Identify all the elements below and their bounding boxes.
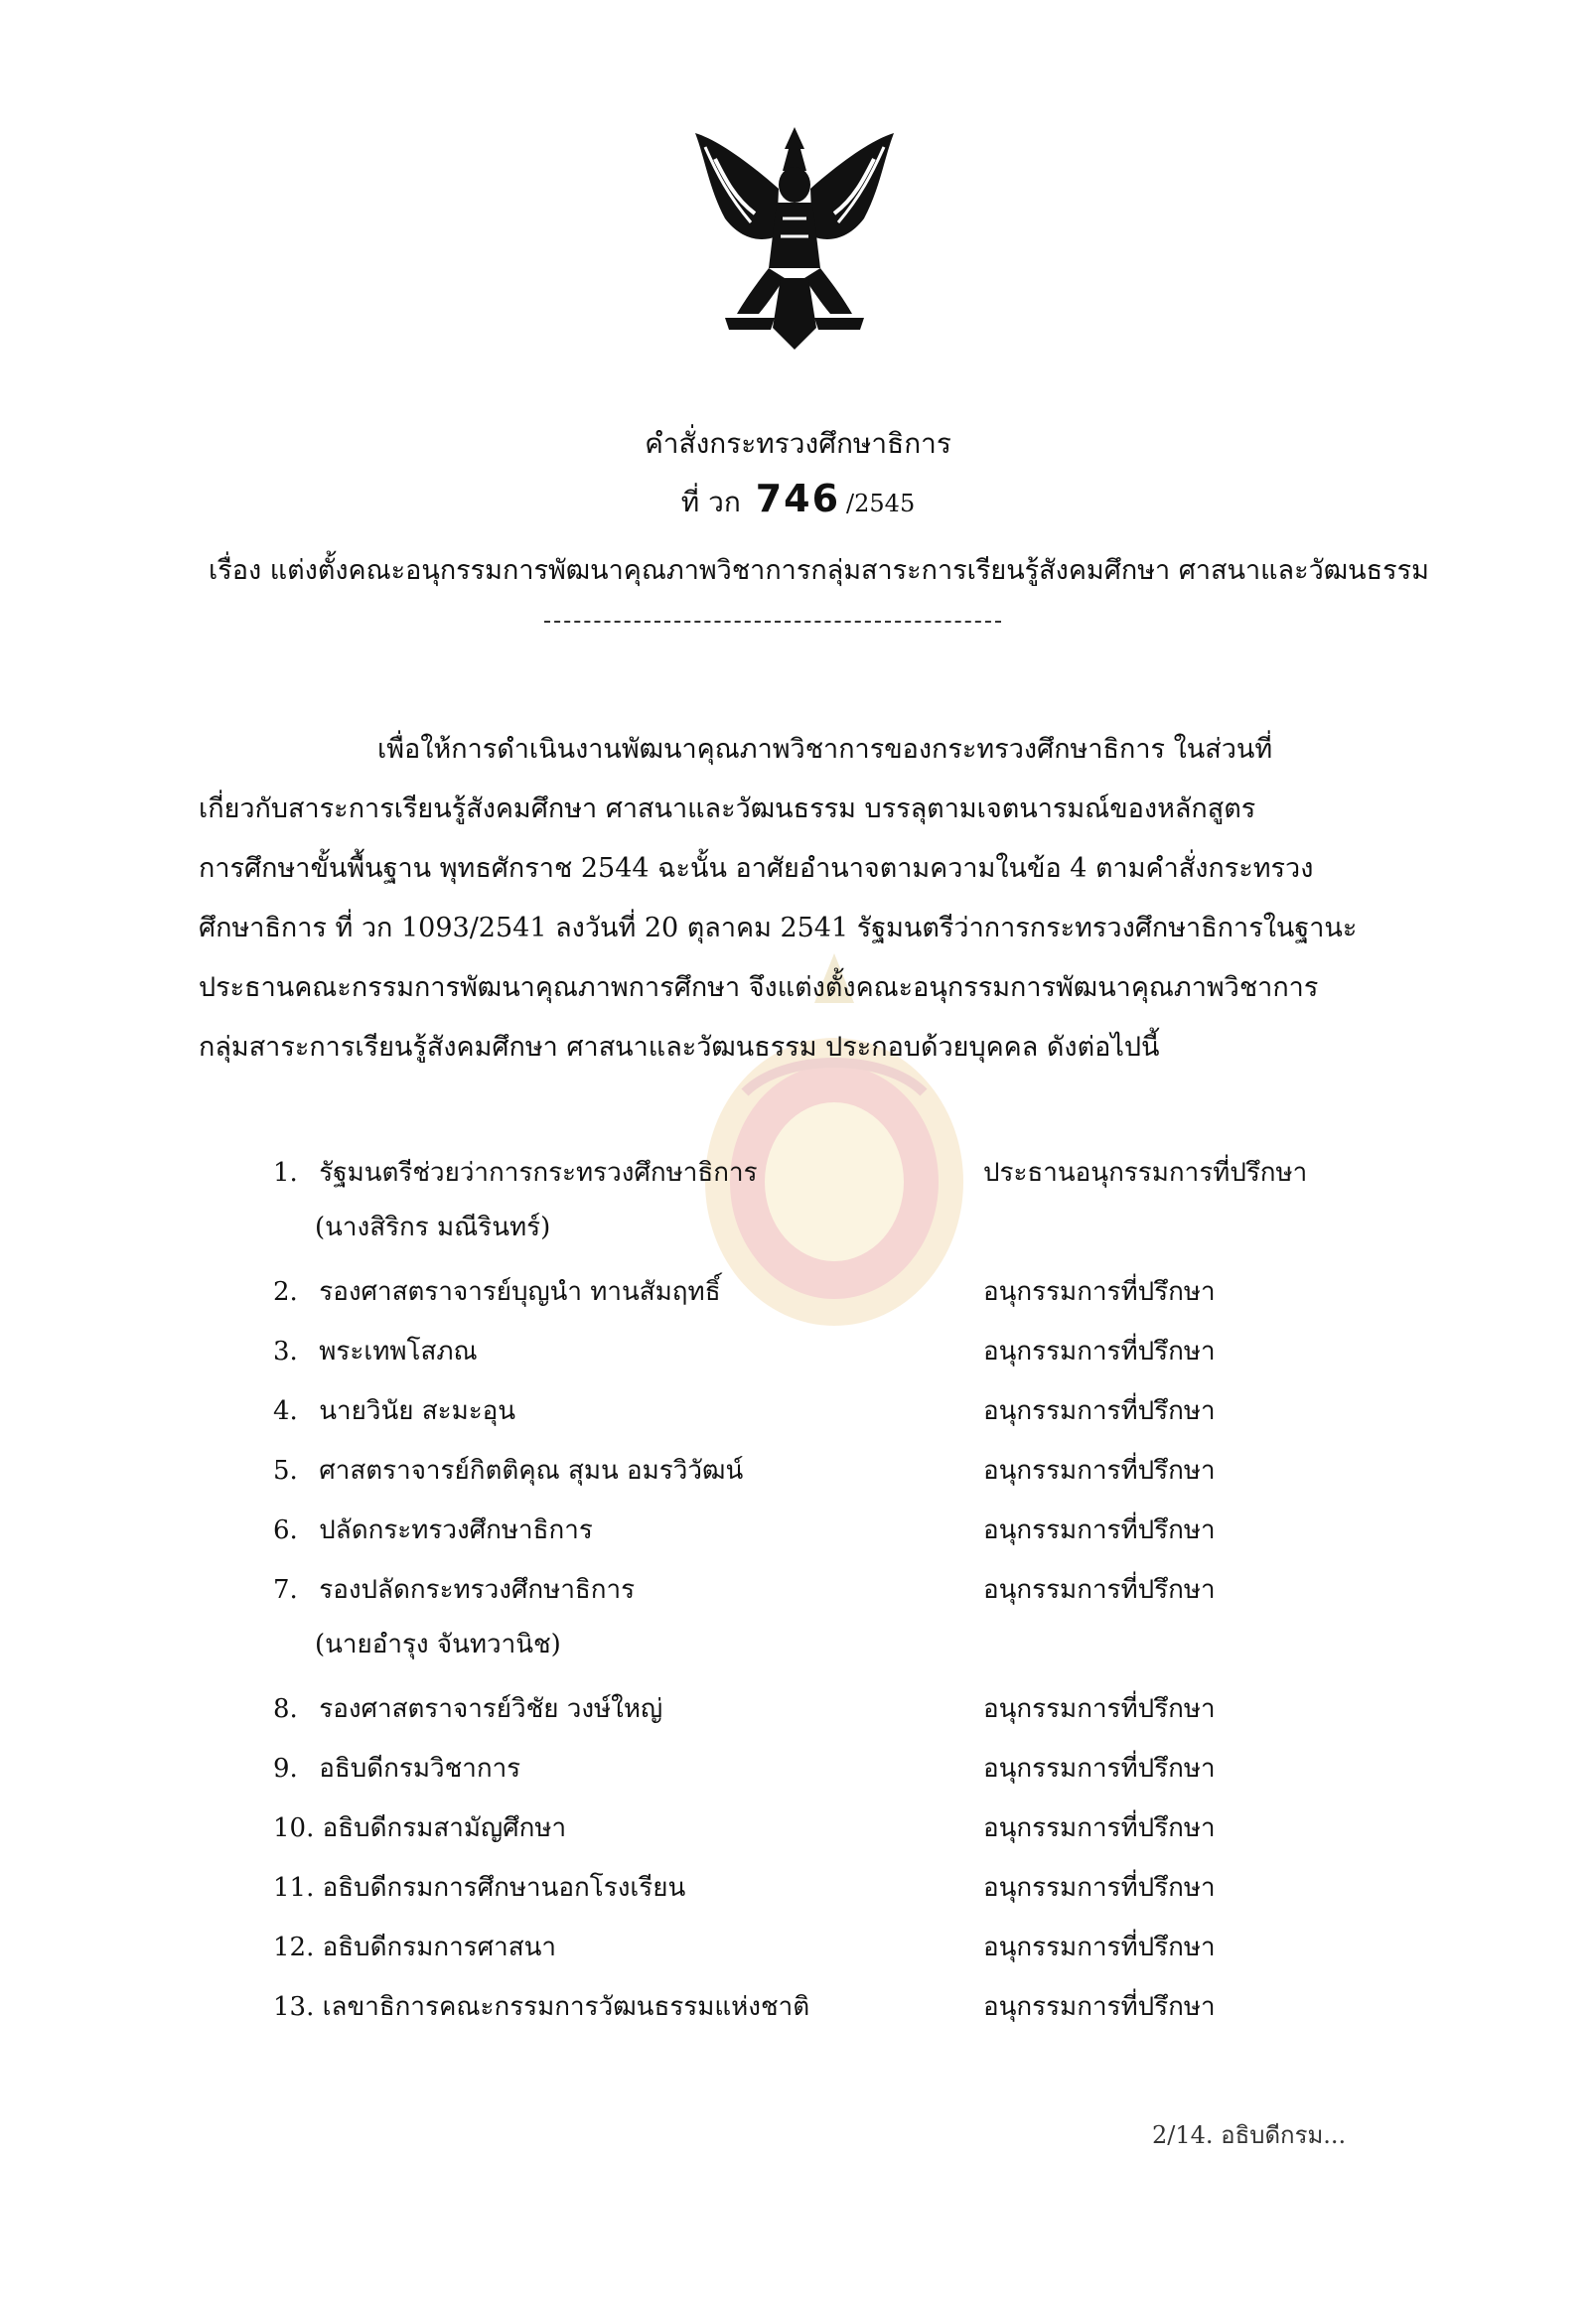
document-title: คำสั่งกระทรวงศึกษาธิการ xyxy=(645,427,951,460)
body-line: กลุ่มสาระการเรียนรู้สังคมศึกษา ศาสนาและวัฒนธรรม ประกอบด้วยบุคคล ดังต่อไปนี้ xyxy=(199,1032,1160,1063)
body-line: ประธานคณะกรรมการพัฒนาคุณภาพการศึกษา จึงแต่งตั้งคณะอนุกรรมการพัฒนาคุณภาพวิชาการ xyxy=(199,972,1319,1003)
member-name: นายวินัย สะมะอุน xyxy=(319,1396,516,1426)
member-role: อนุกรรมการที่ปรึกษา xyxy=(983,1456,1216,1486)
member-item xyxy=(273,1927,556,1967)
member-subname: (นางสิริกร มณีรินทร์) xyxy=(315,1213,551,1242)
body-line: เกี่ยวกับสาระการเรียนรู้สังคมศึกษา ศาสนาและวัฒนธรรม บรรลุตามเจตนารมณ์ของหลักสูตร xyxy=(199,793,1256,824)
member-item xyxy=(273,1807,566,1848)
member-item xyxy=(273,1510,593,1550)
member-item xyxy=(273,1986,809,2027)
member-role: อนุกรรมการที่ปรึกษา xyxy=(983,1813,1216,1843)
body-line: เพื่อให้การดำเนินงานพัฒนาคุณภาพวิชาการของกระทรวงศึกษาธิการ ในส่วนที่ xyxy=(377,734,1273,765)
member-name: รองปลัดกระทรวงศึกษาธิการ xyxy=(319,1575,636,1605)
member-number: 10. xyxy=(273,1813,315,1843)
member-role: อนุกรรมการที่ปรึกษา xyxy=(983,1337,1216,1367)
member-name: รัฐมนตรีช่วยว่าการกระทรวงศึกษาธิการ xyxy=(319,1158,758,1188)
page-continuation: 2/14. อธิบดีกรม... xyxy=(1152,2121,1347,2149)
member-role: อนุกรรมการที่ปรึกษา xyxy=(983,1754,1216,1784)
member-number: 5. xyxy=(273,1456,298,1486)
member-number: 9. xyxy=(273,1754,298,1784)
member-item xyxy=(273,1688,662,1729)
body-paragraph xyxy=(199,720,1410,1078)
member-item xyxy=(273,1450,743,1491)
member-number: 11. xyxy=(273,1873,315,1903)
member-role: ประธานอนุกรรมการที่ปรึกษา xyxy=(983,1158,1308,1188)
member-item xyxy=(273,1569,635,1664)
member-role: อนุกรรมการที่ปรึกษา xyxy=(983,1277,1216,1307)
member-item xyxy=(273,1271,721,1312)
member-number: 8. xyxy=(273,1694,298,1724)
member-number: 7. xyxy=(273,1575,298,1605)
member-role: อนุกรรมการที่ปรึกษา xyxy=(983,1992,1216,2022)
member-role: อนุกรรมการที่ปรึกษา xyxy=(983,1873,1216,1903)
member-item xyxy=(273,1331,478,1371)
member-role: อนุกรรมการที่ปรึกษา xyxy=(983,1933,1216,1962)
member-name: รองศาสตราจารย์บุญนำ ทานสัมฤทธิ์ xyxy=(319,1277,721,1307)
order-prefix: ที่ วก xyxy=(680,486,741,518)
member-name: อธิบดีกรมสามัญศึกษา xyxy=(322,1813,567,1843)
member-name: เลขาธิการคณะกรรมการวัฒนธรรมแห่งชาติ xyxy=(322,1992,810,2022)
member-item xyxy=(273,1867,685,1908)
member-role: อนุกรรมการที่ปรึกษา xyxy=(983,1575,1216,1605)
member-number: 3. xyxy=(273,1337,298,1367)
member-number: 4. xyxy=(273,1396,298,1426)
member-item xyxy=(273,1748,520,1789)
member-number: 12. xyxy=(273,1933,315,1962)
document-subject: เรื่อง แต่งตั้งคณะอนุกรรมการพัฒนาคุณภาพวิชาการกลุ่มสาระการเรียนรู้สังคมศึกษา ศาสนาและวัฒนธรรม xyxy=(209,555,1429,586)
member-subname: (นายอำรุง จันทวานิช) xyxy=(315,1630,561,1659)
member-name: อธิบดีกรมการศาสนา xyxy=(322,1933,556,1962)
garuda-emblem-icon xyxy=(685,119,904,358)
member-number: 13. xyxy=(273,1992,315,2022)
member-name: พระเทพโสภณ xyxy=(319,1337,478,1367)
member-name: อธิบดีกรมการศึกษานอกโรงเรียน xyxy=(322,1873,686,1903)
member-role: อนุกรรมการที่ปรึกษา xyxy=(983,1694,1216,1724)
member-number: 6. xyxy=(273,1515,298,1545)
order-number-line xyxy=(0,477,1596,524)
member-name: ปลัดกระทรวงศึกษาธิการ xyxy=(319,1515,593,1545)
member-number: 1. xyxy=(273,1158,298,1188)
member-name: รองศาสตราจารย์วิชัย วงษ์ใหญ่ xyxy=(319,1694,663,1724)
member-name: ศาสตราจารย์กิตติคุณ สุมน อมรวิวัฒน์ xyxy=(319,1456,744,1486)
order-year: /2545 xyxy=(846,490,916,517)
order-number: 746 xyxy=(755,477,841,520)
divider-dashed xyxy=(544,621,1001,623)
member-role: อนุกรรมการที่ปรึกษา xyxy=(983,1515,1216,1545)
member-role: อนุกรรมการที่ปรึกษา xyxy=(983,1396,1216,1426)
member-name: อธิบดีกรมวิชาการ xyxy=(319,1754,521,1784)
body-line: การศึกษาขั้นพื้นฐาน พุทธศักราช 2544 ฉะนั้น อาศัยอำนาจตามความในข้อ 4 ตามคำสั่งกระทรวง xyxy=(199,853,1314,884)
body-line: ศึกษาธิการ ที่ วก 1093/2541 ลงวันที่ 20 ตุลาคม 2541 รัฐมนตรีว่าการกระทรวงศึกษาธิการในฐานะ xyxy=(199,913,1358,943)
member-number: 2. xyxy=(273,1277,298,1307)
member-item xyxy=(273,1390,515,1431)
member-item xyxy=(273,1152,758,1247)
